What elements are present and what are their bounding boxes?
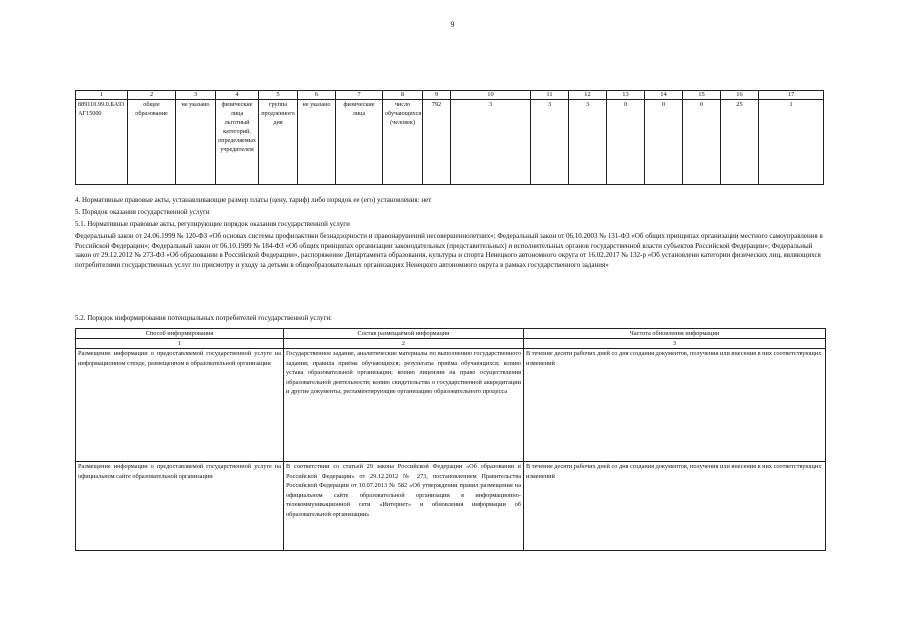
- table-cell-content: В соответствии со статьей 29 закона Российской Федерации «Об образовании в Российской Федерации» от 29.12.2012 № 273, постановлением Правительства Российской Федерации от 10.07.2013 № 582 «Об утверждении правил размещения на официальном сайте образовательной организации в информационно-телекоммуникационной сети «Интернет» и обновления информации об образовательной организации»: [284, 462, 524, 551]
- table-cell: физические лица: [336, 100, 383, 185]
- table-row: [76, 100, 824, 185]
- column-number: 2: [128, 91, 176, 100]
- column-number: 10: [451, 91, 531, 100]
- column-number: 14: [645, 91, 683, 100]
- table-row: [76, 462, 826, 551]
- section-5-heading: 5. Порядок оказания государственной услуги: [75, 208, 210, 216]
- table-cell: число обучающихся (человек): [383, 100, 423, 185]
- column-header-method: Способ информирования: [76, 329, 284, 339]
- column-header-content: Состав размещаемой информации: [284, 329, 524, 339]
- column-number: 6: [298, 91, 336, 100]
- page-number: 9: [450, 20, 455, 29]
- column-number: 17: [759, 91, 824, 100]
- column-number: 3: [524, 339, 826, 349]
- table-cell: 0: [607, 100, 645, 185]
- column-number: 2: [284, 339, 524, 349]
- table-cell: 792: [423, 100, 451, 185]
- table-cell: не указано: [298, 100, 336, 185]
- informing-table: [75, 328, 826, 551]
- table-cell: общее образование: [128, 100, 176, 185]
- table-cell: группа продленного дня: [259, 100, 298, 185]
- table-number-row: [76, 339, 826, 349]
- column-header-frequency: Частота обновления информации: [524, 329, 826, 339]
- column-number: 1: [76, 339, 284, 349]
- table-header-row: [76, 329, 826, 339]
- table-cell-method: Размещение информации о предоставляемой государственной услуге на официальном сайте образовательной организации: [76, 462, 284, 551]
- service-volume-table: [75, 90, 824, 185]
- registry-number-cell: 889110.99.0.БА93АГ15000: [76, 100, 128, 185]
- column-number: 8: [383, 91, 423, 100]
- table-cell-frequency: В течение десяти рабочих дней со дня создания документов, получения или внесения в них соответствующих изменений: [524, 349, 826, 462]
- table-cell: 3: [531, 100, 569, 185]
- table-header-row: [76, 91, 824, 100]
- column-number: 13: [607, 91, 645, 100]
- section-5-1-heading: 5.1. Нормативные правовые акты, регулирующие порядок оказания государственной услуги: [75, 220, 350, 228]
- column-number: 4: [216, 91, 259, 100]
- column-number: 9: [423, 91, 451, 100]
- table-cell: 3: [451, 100, 531, 185]
- table-cell: 0: [645, 100, 683, 185]
- table-cell: 25: [721, 100, 759, 185]
- section-5-1-body: Федеральный закон от 24.06.1999 № 120-ФЗ «Об основах системы профилактики безнадзорности и правонарушений несовершеннолетних»; Федеральный закон от 06.10.2003 № 131-ФЗ «Об общих принципах организации местного самоуправления в Российской Федерации»; Федеральный закон от 06.10.1999 № 184-ФЗ «Об общих принципах организации законодательных (представительных) и исполнительных органов государственной власти субъектов Российской Федерации»; Федеральный закон от 29.12.2012 № 273-ФЗ «Об образовании в Российской Федерации», распоряжение Департамента образования, культуры и спорта Ненецкого автономного округа от 16.02.2017 № 132-р «Об установлени категории физических лиц, являющихся потребителями государственных услуг по присмотру и уходу за детьми в общеобразовательных организациях Ненецкого автономного округа в рамках государственного задания»: [75, 232, 823, 269]
- table-cell: 3: [569, 100, 607, 185]
- table-cell-method: Размещение информации о предоставляемой государственной услуге на информационном стенде, размещенном в образовательной организации: [76, 349, 284, 462]
- section-5-2-heading: 5.2. Порядок информирования потенциальных потребителей государственной услуги:: [75, 314, 333, 322]
- table-cell-content: Государственное задание, аналитические материалы по выполнению государственного задания; правила приёма обучающихся; результаты приёма обучающихся; копию устава образовательной организации; копию лицензии на право осуществления образовательной деятельности; копию свидетельства о государственной аккредитации и другие документы, регламентирующие организацию образовательного процесса: [284, 349, 524, 462]
- column-number: 5: [259, 91, 298, 100]
- table-cell: 0: [683, 100, 721, 185]
- column-number: 16: [721, 91, 759, 100]
- column-number: 1: [76, 91, 128, 100]
- table-cell: 1: [759, 100, 824, 185]
- column-number: 7: [336, 91, 383, 100]
- table-row: [76, 349, 826, 462]
- section-4-text: 4. Нормативные правовые акты, устанавливающие размер платы (цену, тариф) либо порядок ее (его) установления: нет: [75, 196, 432, 204]
- column-number: 11: [531, 91, 569, 100]
- column-number: 15: [683, 91, 721, 100]
- column-number: 12: [569, 91, 607, 100]
- column-number: 3: [176, 91, 216, 100]
- table-cell-frequency: В течение десяти рабочих дней со дня создания документов, получения или внесения в них соответствующих изменений: [524, 462, 826, 551]
- table-cell: физические лица льготный категорий, определяемых учредителем: [216, 100, 259, 185]
- table-cell: не указано: [176, 100, 216, 185]
